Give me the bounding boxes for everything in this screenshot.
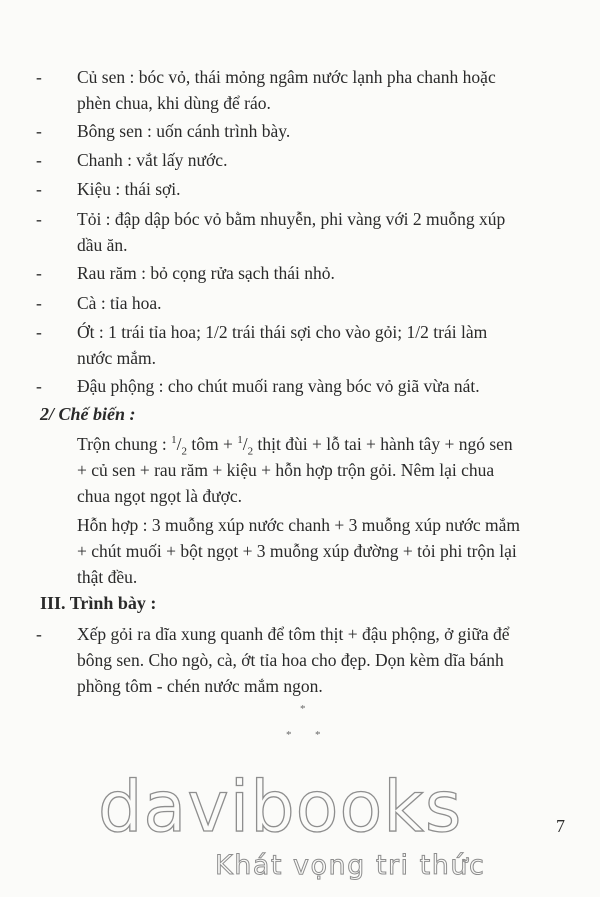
list-item xyxy=(36,206,576,258)
list-item xyxy=(36,621,576,699)
paragraph-line: chua ngọt ngọt là được. xyxy=(77,486,243,506)
item-line: Rau răm : bỏ cọng rửa sạch thái nhỏ. xyxy=(77,263,335,283)
item-line: dầu ăn. xyxy=(77,235,128,255)
bullet-dash: - xyxy=(36,322,42,342)
item-line: phèn chua, khi dùng để ráo. xyxy=(77,93,271,113)
text-span: tôm + xyxy=(191,434,233,454)
section-heading: 2/ Chế biến : xyxy=(40,404,136,424)
ornament-star: * xyxy=(286,729,292,741)
item-line: Tỏi : đập dập bóc vỏ bằm nhuyễn, phi vàng với 2 muỗng xúp xyxy=(77,209,506,229)
paragraph-line: + chút muối + bột ngọt + 3 muỗng xúp đường + tỏi phi trộn lại xyxy=(77,541,517,561)
bullet-dash: - xyxy=(36,209,42,229)
list-item xyxy=(36,260,576,286)
item-line: bông sen. Cho ngò, cà, ớt tỉa hoa cho đẹp. Dọn kèm dĩa bánh xyxy=(77,650,504,670)
paragraph-line: Trộn chung : $^1/_2$ tôm + $^1/_2$ thịt đùi + lỗ tai + hành tây + ngó sen xyxy=(77,434,513,458)
item-line: Đậu phộng : cho chút muối rang vàng bóc vỏ giã vừa nát. xyxy=(77,376,480,396)
item-line: Ớt : 1 trái tỉa hoa; 1/2 trái thái sợi cho vào gỏi; 1/2 trái làm xyxy=(77,322,488,342)
bullet-dash: - xyxy=(36,67,42,87)
list-item xyxy=(36,64,576,116)
paragraph-line: Hỗn hợp : 3 muỗng xúp nước chanh + 3 muỗng xúp nước mắm xyxy=(77,515,521,535)
item-line: nước mắm. xyxy=(77,348,156,368)
item-line: phồng tôm - chén nước mắm ngon. xyxy=(77,676,323,696)
bullet-dash: - xyxy=(36,150,42,170)
ornament-star: * xyxy=(300,703,306,715)
watermark-title: davibooks xyxy=(98,766,463,848)
paragraph xyxy=(77,431,572,509)
item-line: Xếp gỏi ra dĩa xung quanh để tôm thịt + đậu phộng, ở giữa để xyxy=(77,624,510,644)
fraction-numerator: 1 xyxy=(237,434,243,447)
text-span: Trộn chung : xyxy=(77,434,167,454)
item-line: Chanh : vắt lấy nước. xyxy=(77,150,228,170)
paragraph-line: thật đều. xyxy=(77,567,138,587)
paragraph-line: + củ sen + rau răm + kiệu + hỗn hợp trộn gỏi. Nêm lại chua xyxy=(77,460,495,480)
paragraph xyxy=(77,512,572,590)
fraction-denominator: 2 xyxy=(247,445,254,458)
item-line: Củ sen : bóc vỏ, thái mỏng ngâm nước lạnh pha chanh hoặc xyxy=(77,67,496,87)
item-line: Kiệu : thái sợi. xyxy=(77,179,181,199)
bullet-dash: - xyxy=(36,624,42,644)
section-heading: III. Trình bày : xyxy=(40,593,157,613)
list-item xyxy=(36,290,576,316)
bullet-dash: - xyxy=(36,263,42,283)
list-item xyxy=(36,319,576,371)
bullet-dash: - xyxy=(36,293,42,313)
list-item xyxy=(36,373,576,399)
list-item xyxy=(36,176,576,202)
list-item xyxy=(36,118,576,144)
list-item xyxy=(36,147,576,173)
bullet-dash: - xyxy=(36,179,42,199)
ornament-star: * xyxy=(315,729,321,741)
page-number: 7 xyxy=(556,816,565,836)
bullet-dash: - xyxy=(36,376,42,396)
item-line: Bông sen : uốn cánh trình bày. xyxy=(77,121,291,141)
fraction-denominator: 2 xyxy=(181,445,188,458)
bullet-dash: - xyxy=(36,121,42,141)
text-span: thịt đùi + lỗ tai + hành tây + ngó sen xyxy=(257,434,513,454)
fraction-numerator: 1 xyxy=(171,434,177,447)
item-line: Cà : tỉa hoa. xyxy=(77,293,162,313)
watermark-subtitle: Khát vọng tri thức xyxy=(215,850,486,881)
